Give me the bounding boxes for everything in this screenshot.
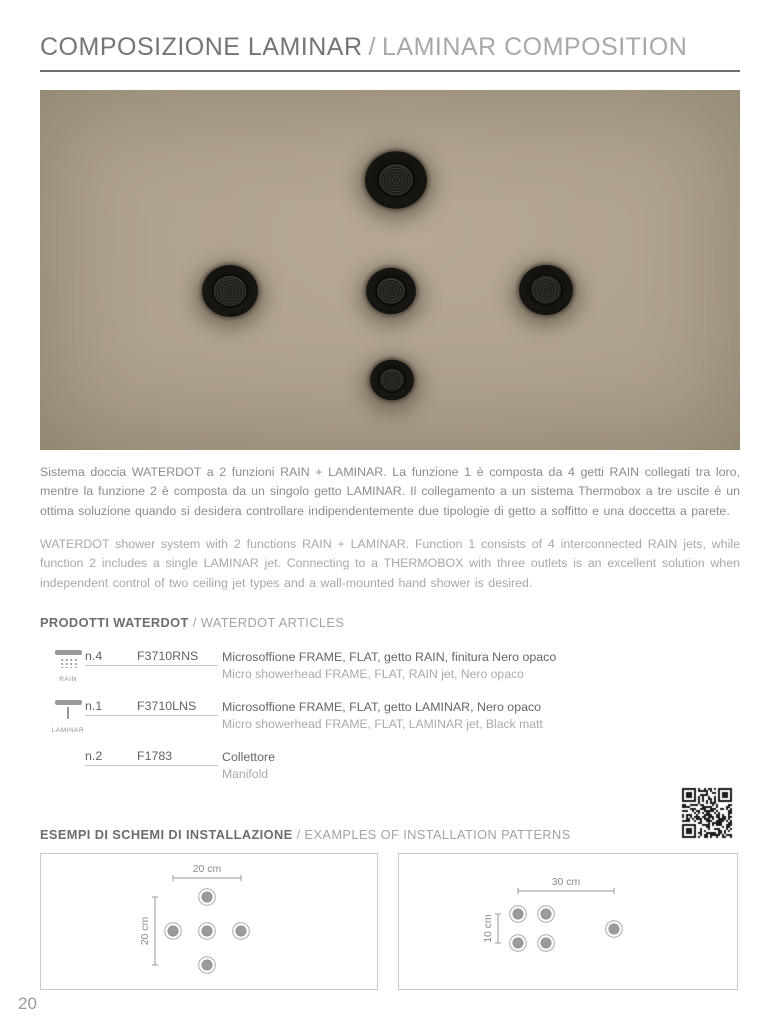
svg-text:30 cm: 30 cm <box>551 876 581 888</box>
product-desc-it: Collettore <box>222 750 276 764</box>
product-code: F1783 <box>137 749 173 763</box>
installation-panel <box>398 853 738 990</box>
product-qty: n.4 <box>85 649 103 663</box>
installation-panel <box>40 853 378 990</box>
product-desc-it: Microsoffione FRAME, FLAT, getto LAMINAR, Nero opaco <box>222 700 542 714</box>
page-number: 20 <box>18 994 37 1013</box>
showerhead <box>370 360 414 401</box>
products-heading-separator: / <box>192 615 197 630</box>
showerhead <box>202 265 258 317</box>
title-separator: / <box>368 33 376 61</box>
page-title <box>40 33 750 62</box>
showerhead-face <box>377 278 405 304</box>
products-heading-english: WATERDOT ARTICLES <box>200 615 345 630</box>
installation-pattern-diagram <box>399 854 737 989</box>
installation-heading-english: EXAMPLES OF INSTALLATION PATTERNS <box>304 827 571 842</box>
showerhead-face <box>214 276 245 305</box>
installation-heading <box>40 827 571 842</box>
ceiling-photo <box>40 90 740 450</box>
qr-code <box>681 787 733 839</box>
laminar-showerhead-icon <box>55 700 82 719</box>
product-qty: n.1 <box>85 699 103 713</box>
product-qty: n.2 <box>85 749 103 763</box>
svg-text:10 cm: 10 cm <box>482 914 494 943</box>
icon-label: LAMINAR <box>51 727 85 734</box>
svg-text:20 cm: 20 cm <box>139 916 151 946</box>
product-desc-en: Micro showerhead FRAME, FLAT, LAMINAR jet, Black matt <box>222 717 543 731</box>
installation-heading-italian: ESEMPI DI SCHEMI DI INSTALLAZIONE <box>40 827 293 842</box>
product-row <box>40 699 740 745</box>
installation-heading-separator: / <box>296 827 301 842</box>
rain-showerhead-icon <box>55 650 82 668</box>
svg-text:20 cm: 20 cm <box>192 863 222 875</box>
products-heading-italian: PRODOTTI WATERDOT <box>40 615 189 630</box>
showerhead <box>366 268 416 315</box>
products-heading <box>40 615 344 630</box>
showerhead <box>519 265 573 315</box>
product-desc-en: Micro showerhead FRAME, FLAT, RAIN jet, Nero opaco <box>222 667 524 681</box>
showerhead <box>365 151 427 209</box>
page-title-english: LAMINAR COMPOSITION <box>382 33 688 61</box>
showerhead-face <box>379 164 414 196</box>
showerhead-face <box>380 369 405 392</box>
product-desc-it: Microsoffione FRAME, FLAT, getto RAIN, finitura Nero opaco <box>222 650 557 664</box>
header-rule <box>40 70 740 72</box>
description-italian: Sistema doccia WATERDOT a 2 funzioni RAIN + LAMINAR. La funzione 1 è composta da 4 getti RAIN collegati tra loro, mentre la funzione 2 è composta da un singolo getto LAMINAR. Il collegamento a un sistema Thermobox a tre uscite è un ottima soluzione quando si desidera controllare indipendentemente due tipologie di getto a soffitto e una doccetta a parete. <box>40 465 740 518</box>
product-code: F3710RNS <box>137 649 199 663</box>
page-title-italian: COMPOSIZIONE LAMINAR <box>40 33 363 61</box>
description-english: WATERDOT shower system with 2 functions RAIN + LAMINAR. Function 1 consists of 4 interconnected RAIN jets, while function 2 includes a single LAMINAR jet. Connecting to a THERMOBOX with three outlets is an excellent solution when independent control of two ceiling jet types and a wall-mounted hand shower is desired. <box>40 537 740 590</box>
installation-pattern-diagram <box>41 854 377 989</box>
product-code: F3710LNS <box>137 699 197 713</box>
product-row <box>40 649 740 695</box>
showerhead-face <box>531 276 561 304</box>
product-desc-en: Manifold <box>222 767 269 781</box>
product-row <box>40 749 740 795</box>
icon-label: RAIN <box>59 676 77 683</box>
